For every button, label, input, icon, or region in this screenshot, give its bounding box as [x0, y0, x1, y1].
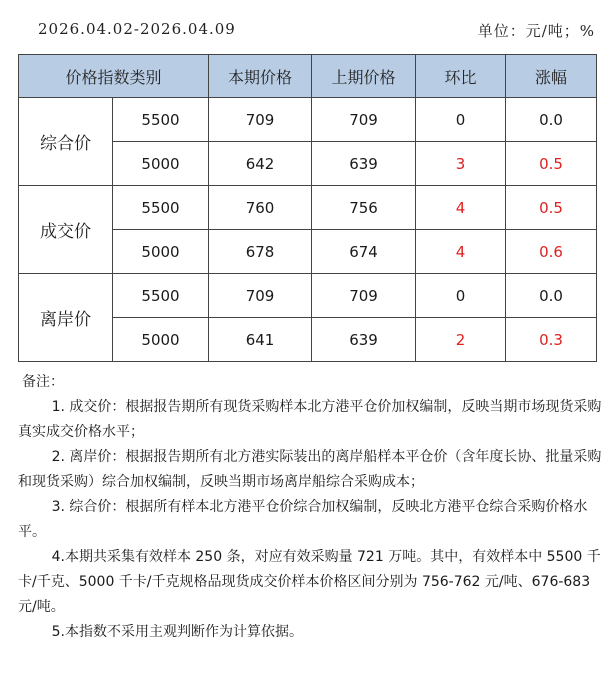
previous-price-cell: 639 [312, 142, 416, 186]
pct-cell: 0.0 [506, 98, 597, 142]
previous-price-cell: 756 [312, 186, 416, 230]
current-price-cell: 678 [209, 230, 312, 274]
note-item: 1. 成交价：根据报告期所有现货采购样本北方港平仓价加权编制，反映当期市场现货采购真实成交价格水平； [18, 399, 602, 440]
column-header-previous: 上期价格 [312, 55, 416, 98]
date-range: 2026.04.02-2026.04.09 [38, 20, 236, 38]
category-cell: 离岸价 [19, 274, 113, 362]
spec-cell: 5000 [113, 142, 209, 186]
change-cell: 3 [416, 142, 506, 186]
report-header [0, 0, 609, 52]
notes-title: 备注： [22, 374, 64, 390]
previous-price-cell: 709 [312, 98, 416, 142]
pct-cell: 0.5 [506, 186, 597, 230]
spec-cell: 5000 [113, 230, 209, 274]
current-price-cell: 709 [209, 98, 312, 142]
pct-cell: 0.3 [506, 318, 597, 362]
pct-cell: 0.0 [506, 274, 597, 318]
column-header-current: 本期价格 [209, 55, 312, 98]
previous-price-cell: 674 [312, 230, 416, 274]
previous-price-cell: 709 [312, 274, 416, 318]
change-cell: 4 [416, 230, 506, 274]
note-item: 5.本指数不采用主观判断作为计算依据。 [51, 624, 303, 640]
current-price-cell: 642 [209, 142, 312, 186]
change-cell: 2 [416, 318, 506, 362]
pct-cell: 0.6 [506, 230, 597, 274]
category-cell: 综合价 [19, 98, 113, 186]
note-item: 4.本期共采集有效样本 250 条，对应有效采购量 721 万吨。其中，有效样本中 5500 千卡/千克、5000 千卡/千克规格品现货成交价样本价格区间分别为 756-762 元/吨、676-683 元/吨。 [18, 549, 601, 615]
pct-cell: 0.5 [506, 142, 597, 186]
table-row [19, 98, 597, 142]
spec-cell: 5000 [113, 318, 209, 362]
category-cell: 成交价 [19, 186, 113, 274]
column-header-pct: 涨幅 [506, 55, 597, 98]
current-price-cell: 760 [209, 186, 312, 230]
price-index-table [18, 54, 597, 362]
column-header-change: 环比 [416, 55, 506, 98]
unit-label: 单位：元/吨；% [477, 22, 595, 40]
spec-cell: 5500 [113, 186, 209, 230]
spec-cell: 5500 [113, 274, 209, 318]
column-header-category: 价格指数类别 [19, 55, 209, 98]
note-item: 3. 综合价：根据所有样本北方港平仓价综合加权编制，反映北方港平仓综合采购价格水平。 [18, 499, 588, 540]
note-item: 2. 离岸价：根据报告期所有北方港实际装出的离岸船样本平仓价（含年度长协、批量采购和现货采购）综合加权编制，反映当期市场离岸船综合采购成本； [18, 449, 602, 490]
current-price-cell: 641 [209, 318, 312, 362]
current-price-cell: 709 [209, 274, 312, 318]
notes-section [18, 370, 604, 645]
change-cell: 0 [416, 98, 506, 142]
table-row [19, 274, 597, 318]
table-row [19, 186, 597, 230]
change-cell: 4 [416, 186, 506, 230]
change-cell: 0 [416, 274, 506, 318]
spec-cell: 5500 [113, 98, 209, 142]
previous-price-cell: 639 [312, 318, 416, 362]
table-header-row [19, 55, 597, 98]
